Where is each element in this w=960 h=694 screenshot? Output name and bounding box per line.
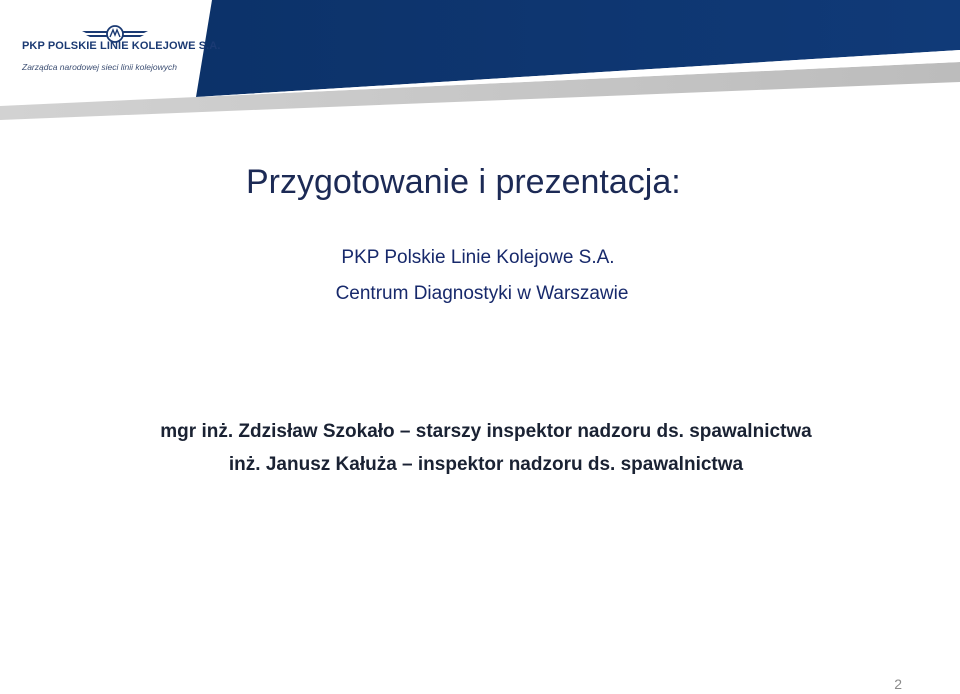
author-line-1: mgr inż. Zdzisław Szokało – starszy inspektor nadzoru ds. spawalnictwa xyxy=(160,421,812,442)
slide-title: Przygotowanie i prezentacja: xyxy=(246,163,681,201)
organization-department: Centrum Diagnostyki w Warszawie xyxy=(335,283,629,304)
company-name: PKP POLSKIE LINIE KOLEJOWE S.A. xyxy=(22,40,221,52)
organization-name: PKP Polskie Linie Kolejowe S.A. xyxy=(341,247,615,268)
author-line-2: inż. Janusz Kałuża – inspektor nadzoru ds. spawalnictwa xyxy=(228,454,744,475)
company-tagline: Zarządca narodowej sieci linii kolejowych xyxy=(22,62,177,72)
company-logo xyxy=(22,24,222,84)
page-number: 2 xyxy=(894,676,902,692)
